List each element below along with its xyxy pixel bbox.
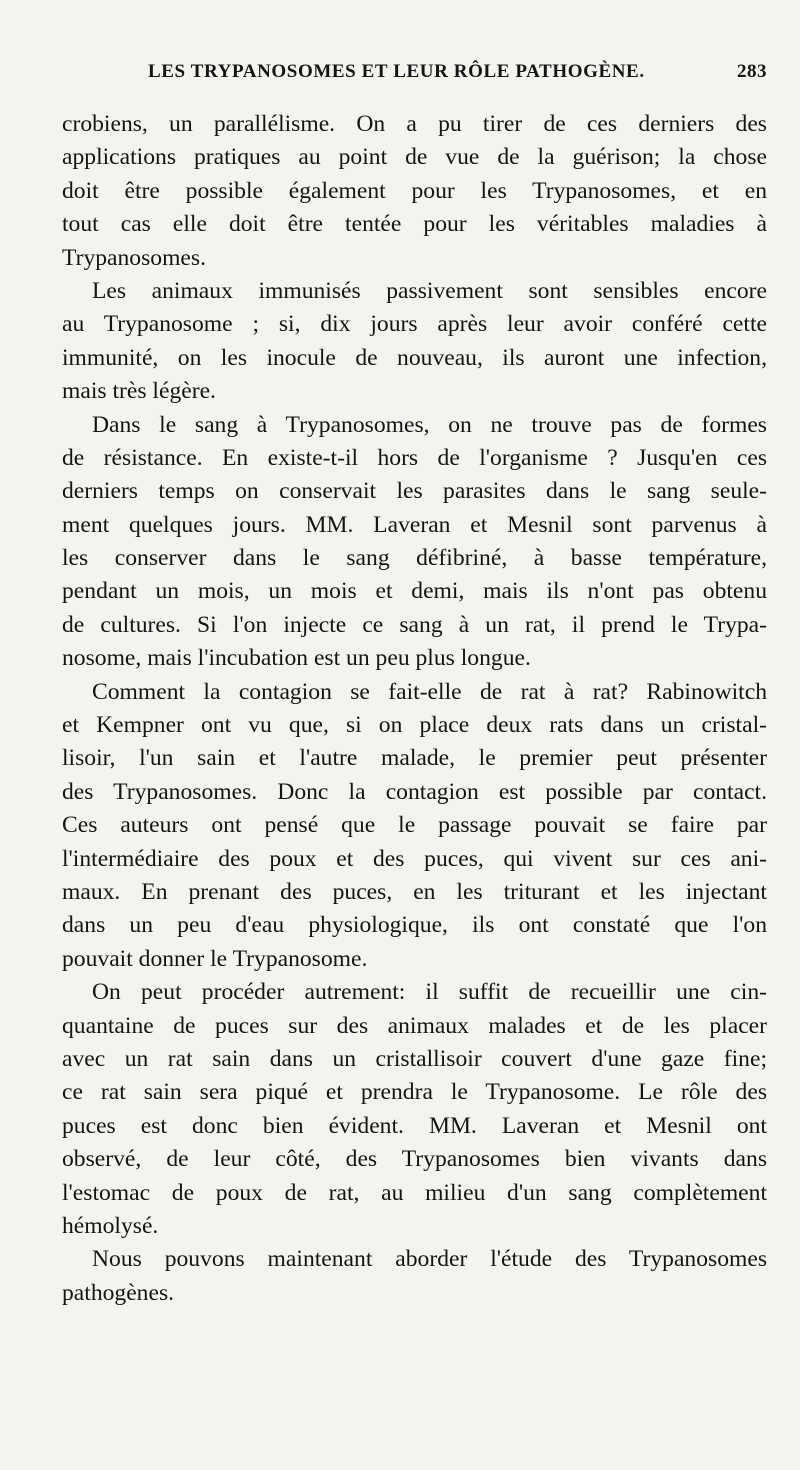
text-line: des Trypanosomes. Donc la contagion est possible par contact. [62, 778, 767, 805]
text-line: puces est donc bien évident. MM. Laveran et Mesnil ont [62, 1112, 767, 1139]
body-text [62, 108, 767, 1310]
text-line: pendant un mois, un mois et demi, mais ils n'ont pas obtenu [62, 578, 767, 605]
text-line: et Kempner ont vu que, si on place deux rats dans un cristal- [62, 712, 767, 739]
text-line: ment quelques jours. MM. Laveran et Mesnil sont parvenus à [62, 511, 767, 538]
text-line: Dans le sang à Trypanosomes, on ne trouve pas de formes [92, 411, 767, 438]
text-line: On peut procéder autrement: il suffit de recueillir une cin- [92, 979, 767, 1006]
text-line: l'intermédiaire des poux et des puces, qui vivent sur ces ani- [62, 845, 767, 872]
text-line: pathogènes. [62, 1279, 175, 1306]
book-page [62, 52, 767, 1310]
paragraph [62, 1243, 767, 1310]
text-line: ce rat sain sera piqué et prendra le Trypanosome. Le rôle des [62, 1079, 767, 1106]
running-header [62, 52, 767, 92]
paragraph [62, 676, 767, 977]
text-line: Comment la contagion se fait-elle de rat à rat? Rabinowitch [92, 678, 767, 705]
paragraph [62, 275, 767, 409]
text-line: Nous pouvons maintenant aborder l'étude des Trypanosomes [92, 1246, 767, 1273]
paragraph [62, 409, 767, 676]
text-line: pouvait donner le Trypanosome. [62, 945, 368, 972]
text-line: au Trypanosome ; si, dix jours après leur avoir conféré cette [62, 311, 767, 338]
running-title: LES TRYPANOSOMES ET LEUR RÔLE PATHOGÈNE. [148, 61, 645, 82]
text-line: l'estomac de poux de rat, au milieu d'un sang complètement [62, 1179, 767, 1206]
text-line: hémolysé. [62, 1212, 159, 1239]
text-line: doit être possible également pour les Trypanosomes, et en [62, 177, 767, 204]
text-line: de résistance. En existe-t-il hors de l'organisme ? Jusqu'en ces [62, 444, 767, 471]
text-line: mais très légère. [62, 378, 216, 405]
paragraph [62, 976, 767, 1243]
text-line: immunité, on les inocule de nouveau, ils auront une infection, [62, 344, 767, 371]
text-line: crobiens, un parallélisme. On a pu tirer de ces derniers des [62, 111, 767, 137]
text-line: dans un peu d'eau physiologique, ils ont constaté que l'on [62, 912, 767, 939]
text-line: nosome, mais l'incubation est un peu plus longue. [62, 645, 531, 672]
text-line: Trypanosomes. [62, 244, 206, 271]
text-line: les conserver dans le sang défibriné, à basse température, [62, 545, 767, 572]
text-line: maux. En prenant des puces, en les triturant et les injectant [62, 878, 767, 905]
text-line: tout cas elle doit être tentée pour les véritables maladies à [62, 211, 767, 238]
text-line: applications pratiques au point de vue de la guérison; la chose [62, 144, 767, 171]
text-line: de cultures. Si l'on injecte ce sang à un rat, il prend le Trypa- [62, 611, 767, 638]
text-line: Les animaux immunisés passivement sont sensibles encore [92, 277, 767, 304]
paragraph [62, 108, 767, 275]
text-line: quantaine de puces sur des animaux malades et de les placer [62, 1012, 767, 1039]
text-line: Ces auteurs ont pensé que le passage pouvait se faire par [62, 812, 767, 839]
page-number: 283 [737, 61, 767, 82]
text-line: lisoir, l'un sain et l'autre malade, le premier peut présenter [62, 745, 767, 772]
text-line: avec un rat sain dans un cristallisoir couvert d'une gaze fine; [62, 1045, 767, 1072]
text-line: observé, de leur côté, des Trypanosomes bien vivants dans [62, 1146, 767, 1173]
text-line: derniers temps on conservait les parasites dans le sang seule- [62, 478, 767, 505]
